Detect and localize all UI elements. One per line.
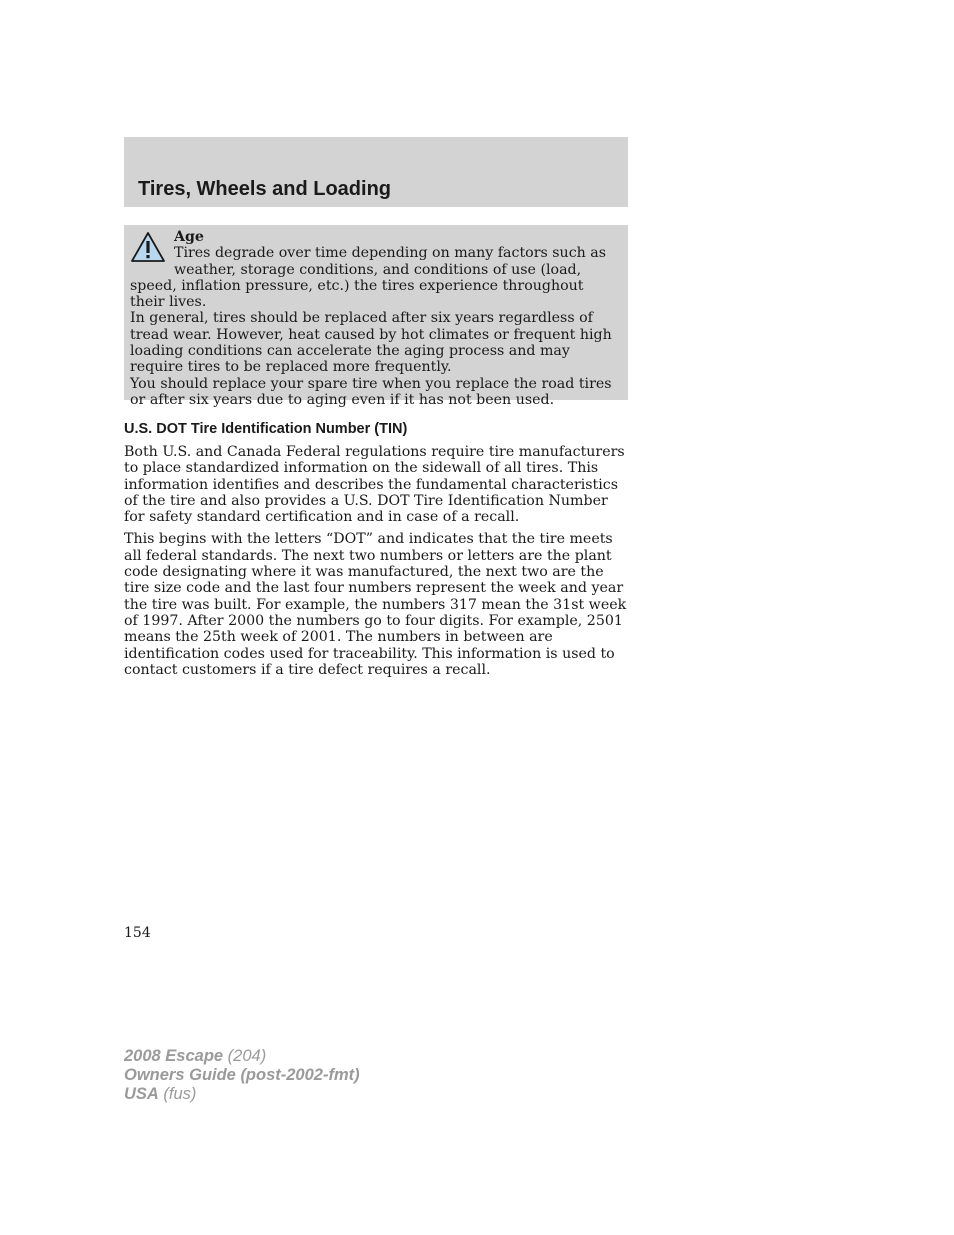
warning-triangle-icon	[130, 231, 166, 263]
warning-box	[124, 225, 628, 408]
document-footer	[124, 1047, 360, 1104]
footer-line	[124, 1085, 360, 1104]
footer-model-code: (204)	[223, 1047, 267, 1065]
body-text	[124, 444, 630, 684]
footer-model: 2008 Escape	[124, 1047, 224, 1065]
body-paragraph: Both U.S. and Canada Federal regulations require tire manufacturers to place standardized information on the sidewall of all tires. This information identifies and describes the fundamental characteristics of the tire and also provides a U.S. DOT Tire Identification Number for safety standard certification and in case of a recall.	[124, 444, 625, 526]
subsection-heading: U.S. DOT Tire Identification Number (TIN)	[124, 421, 408, 437]
warning-paragraph: Tires degrade over time depending on many factors such as weather, storage conditions, and conditions of use (load, speed, inflation pressure, etc.) the tires experience throughout their lives.	[130, 245, 607, 311]
warning-paragraph: You should replace your spare tire when you replace the road tires or after six years due to aging even if it has not been used.	[130, 375, 612, 408]
footer-line	[124, 1066, 360, 1085]
footer-line	[124, 1047, 360, 1066]
warning-paragraph: In general, tires should be replaced after six years regardless of tread wear. However, heat caused by hot climates or frequent high loading conditions can accelerate the aging process and may require tires to be replaced more frequently.	[130, 310, 612, 376]
body-paragraph: This begins with the letters “DOT” and indicates that the tire meets all federal standards. The next two numbers or letters are the plant code designating where it was manufactured, the next two are the tire size code and the last four numbers represent the week and year the tire was built. For example, the numbers 317 mean the 31st week of 1997. After 2000 the numbers go to four digits. For example, 2501 means the 25th week of 2001. The numbers in between are identification codes used for traceability. This information is used to contact customers if a tire defect requires a recall.	[124, 531, 627, 678]
warning-heading: Age	[174, 229, 204, 245]
section-header-band	[124, 137, 628, 207]
footer-guide: Owners Guide (post-2002-fmt)	[124, 1066, 360, 1084]
footer-market-code: (fus)	[158, 1085, 197, 1103]
section-title: Tires, Wheels and Loading	[138, 178, 392, 200]
page-number: 154	[124, 925, 151, 941]
footer-market: USA	[124, 1085, 159, 1103]
